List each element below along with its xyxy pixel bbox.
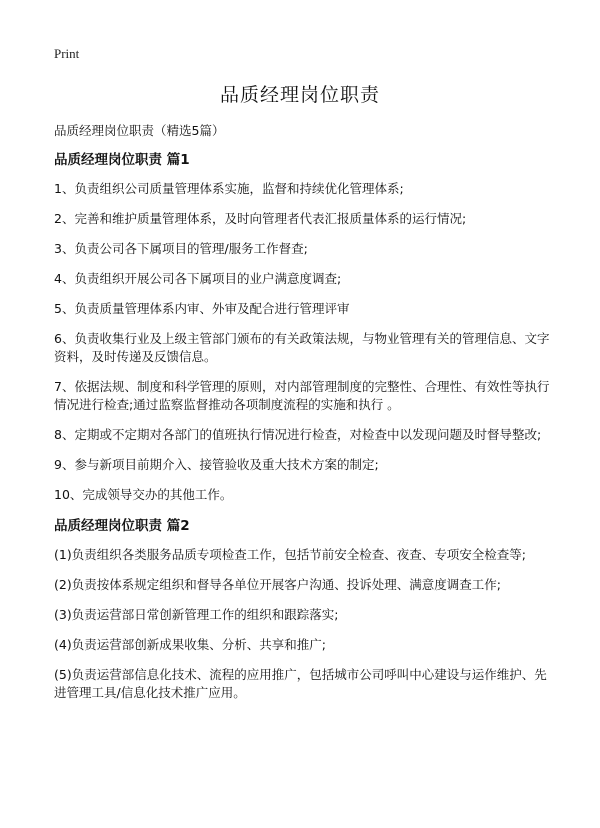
section-1: [54, 150, 550, 504]
page-title: 品质经理岗位职责: [219, 84, 380, 106]
paragraph: (1)负责组织各类服务品质专项检查工作，包括节前安全检查、夜查、专项安全检查等;: [54, 547, 526, 562]
section-2: [54, 516, 550, 702]
paragraph: (5)负责运营部信息化技术、流程的应用推广，包括城市公司呼叫中心建设与运作维护、先进管理工具/信息化技术推广应用。: [54, 667, 547, 700]
paragraph: (2)负责按体系规定组织和督导各单位开展客户沟通、投诉处理、满意度调查工作;: [54, 577, 501, 592]
paragraph: 4、负责组织开展公司各下属项目的业户满意度调查;: [54, 271, 342, 286]
section-heading: 品质经理岗位职责 篇1: [54, 152, 190, 168]
paragraph: 1、负责组织公司质量管理体系实施，监督和持续优化管理体系;: [54, 181, 404, 196]
document-subtitle: 品质经理岗位职责（精选5篇）: [54, 123, 225, 138]
paragraph: 7、依据法规、制度和科学管理的原则，对内部管理制度的完整性、合理性、有效性等执行情况进行检查;通过监察监督推动各项制度流程的实施和执行 。: [54, 379, 550, 412]
paragraph: 8、定期或不定期对各部门的值班执行情况进行检查，对检查中以发现问题及时督导整改;: [54, 427, 542, 442]
paragraph: (4)负责运营部创新成果收集、分析、共享和推广;: [54, 637, 326, 652]
paragraph: (3)负责运营部日常创新管理工作的组织和跟踪落实;: [54, 607, 339, 622]
paragraph: 10、完成领导交办的其他工作。: [54, 487, 233, 502]
paragraph: 9、参与新项目前期介入、接管验收及重大技术方案的制定;: [54, 457, 379, 472]
print-link[interactable]: Print: [54, 46, 80, 61]
paragraph: 3、负责公司各下属项目的管理/服务工作督查;: [54, 241, 308, 256]
paragraph: 2、完善和维护质量管理体系，及时向管理者代表汇报质量体系的运行情况;: [54, 211, 467, 226]
paragraph: 5、负责质量管理体系内审、外审及配合进行管理评审: [54, 301, 350, 316]
section-heading: 品质经理岗位职责 篇2: [54, 518, 190, 534]
document-body: [54, 150, 550, 714]
paragraph: 6、负责收集行业及上级主管部门颁布的有关政策法规，与物业管理有关的管理信息、文字资料，及时传递及反馈信息。: [54, 331, 550, 364]
